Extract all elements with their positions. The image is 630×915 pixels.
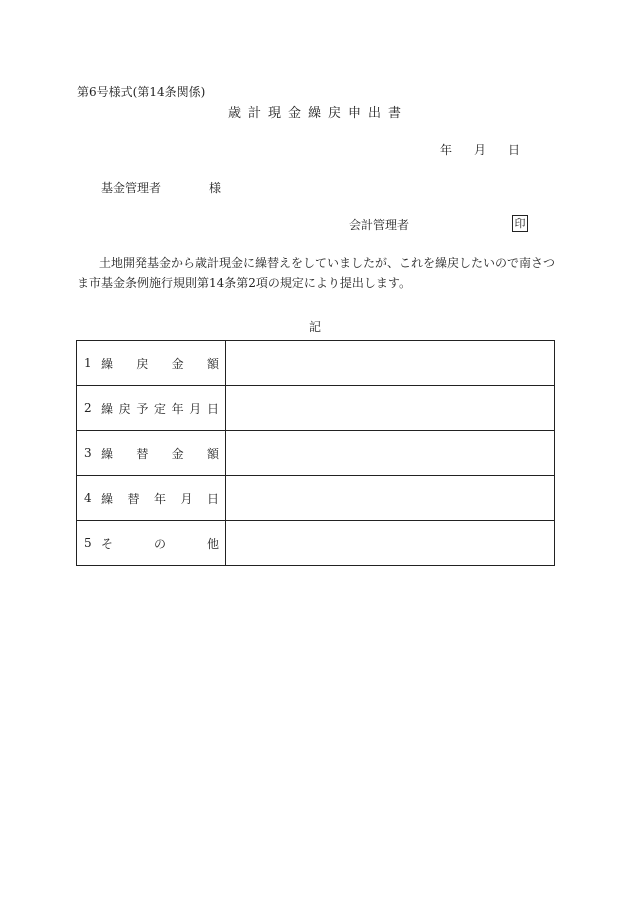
table-row — [77, 476, 555, 521]
row-value-field[interactable] — [226, 476, 555, 521]
seal-mark: 印 — [512, 215, 528, 232]
row-label-char: 月 — [189, 401, 202, 416]
row-label-char: 予 — [136, 401, 149, 416]
table-row — [77, 521, 555, 566]
row-value-field[interactable] — [226, 386, 555, 431]
row-label-char: 額 — [206, 446, 219, 461]
row-label-cell — [77, 476, 226, 521]
table-row — [77, 341, 555, 386]
row-value-field[interactable] — [226, 521, 555, 566]
date-year-label: 年 — [440, 143, 453, 157]
row-number: 2 — [84, 401, 92, 415]
table-row — [77, 386, 555, 431]
row-label-char: そ — [101, 536, 114, 551]
row-label-cell — [77, 521, 226, 566]
row-number: 1 — [84, 356, 92, 370]
row-label-char: 年 — [153, 491, 166, 506]
row-number: 3 — [84, 446, 92, 460]
row-label-char: 替 — [136, 446, 149, 461]
row-number: 5 — [84, 536, 92, 550]
row-label-char: 定 — [153, 401, 166, 416]
row-label-char: 他 — [206, 536, 219, 551]
date-day-label: 日 — [508, 143, 521, 157]
row-label-cell — [77, 386, 226, 431]
addressee-name: 基金管理者 — [101, 181, 162, 195]
row-label-char: 繰 — [101, 356, 114, 371]
row-label-char: の — [153, 536, 166, 551]
applicant-name: 会計管理者 — [349, 218, 410, 232]
row-label-char: 繰 — [101, 401, 114, 416]
row-label-cell — [77, 431, 226, 476]
row-value-field[interactable] — [226, 341, 555, 386]
row-label-char: 戻 — [118, 401, 131, 416]
row-label — [101, 400, 219, 417]
row-label — [101, 490, 219, 507]
row-label — [101, 535, 219, 552]
row-label-char: 額 — [206, 356, 219, 371]
row-label-char: 金 — [171, 446, 184, 461]
form-number: 第6号様式(第14条関係) — [77, 85, 206, 99]
table-row — [77, 431, 555, 476]
row-label-char: 替 — [127, 491, 140, 506]
row-value-field[interactable] — [226, 431, 555, 476]
date-month-label: 月 — [474, 143, 487, 157]
row-label — [101, 445, 219, 462]
row-label-char: 金 — [171, 356, 184, 371]
body-paragraph: 土地開発基金から歳計現金に繰替えをしていましたが、これを繰戻したいので南さつま市基金条例施行規則第14条第2項の規定により提出します。 — [77, 256, 556, 290]
row-label-char: 日 — [206, 491, 219, 506]
date-line — [440, 141, 520, 158]
row-label-char: 月 — [180, 491, 193, 506]
row-label-char: 日 — [206, 401, 219, 416]
ki-heading: 記 — [308, 320, 321, 334]
row-label — [101, 355, 219, 372]
row-label-char: 年 — [171, 401, 184, 416]
row-label-char: 戻 — [136, 356, 149, 371]
row-label-char: 繰 — [101, 491, 114, 506]
row-number: 4 — [84, 491, 92, 505]
row-label-cell — [77, 341, 226, 386]
items-table — [76, 340, 555, 566]
document-title: 歳計現金繰戻申出書 — [227, 106, 408, 121]
addressee — [101, 179, 221, 196]
row-label-char: 繰 — [101, 446, 114, 461]
addressee-honorific: 様 — [209, 181, 222, 195]
